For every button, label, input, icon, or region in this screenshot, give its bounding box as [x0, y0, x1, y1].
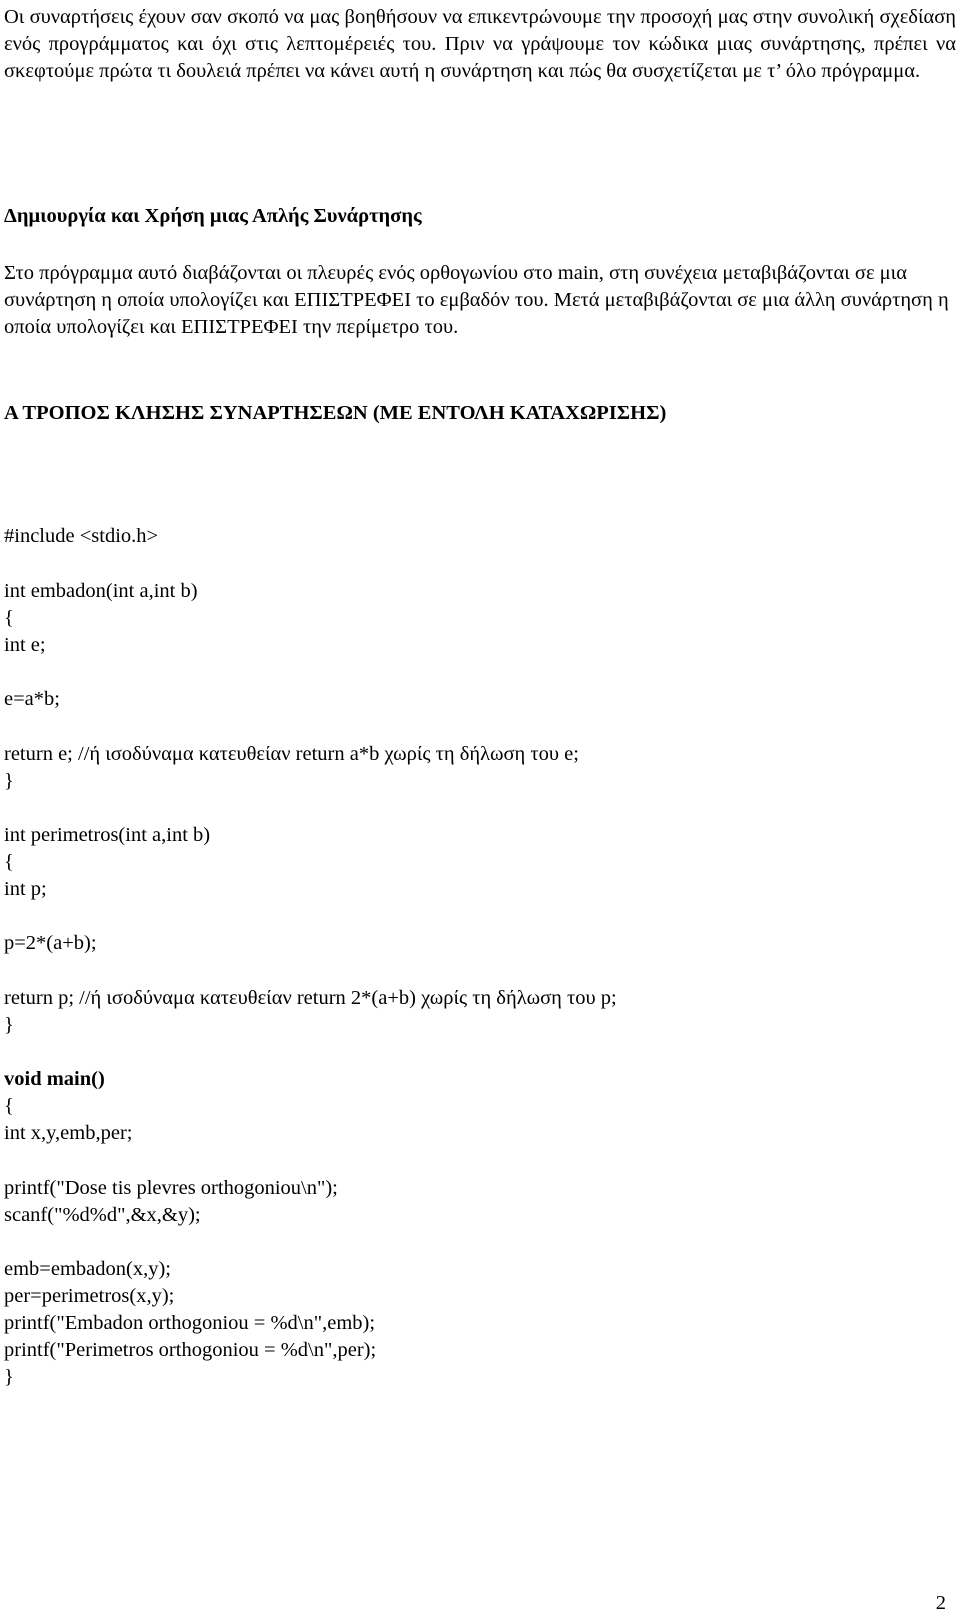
- code-line: e=a*b;: [4, 688, 60, 710]
- intro-paragraph: Οι συναρτήσεις έχουν σαν σκοπό να μας βοηθήσουν να επικεντρώνουμε την προσοχή μας στην συνολική σχεδίαση ενός προγράμματος και όχι στις λεπτομέρειές του. Πριν να γράψουμε τον κώδικα μιας συνάρτησης, πρέπει να σκεφτούμε πρώτα τι δουλειά πρέπει να κάνει αυτή η συνάρτηση και πώς θα συσχετίζεται με τ’ όλο πρόγραμμα.: [4, 6, 956, 82]
- code-line: }: [4, 770, 14, 792]
- code-line: }: [4, 1366, 14, 1388]
- code-line: int perimetros(int a,int b): [4, 824, 211, 846]
- code-line: int p;: [4, 878, 47, 900]
- code-line: emb=embadon(x,y);: [4, 1258, 171, 1280]
- code-line: return e; //ή ισοδύναμα κατευθείαν return a*b χωρίς τη δήλωση του e;: [4, 743, 579, 765]
- code-line: {: [4, 1095, 14, 1117]
- code-line: void main(): [4, 1068, 105, 1090]
- code-line: {: [4, 607, 14, 629]
- code-line: p=2*(a+b);: [4, 932, 97, 954]
- code-line: per=perimetros(x,y);: [4, 1285, 175, 1307]
- code-line: printf("Embadon orthogoniou = %d\n",emb);: [4, 1312, 376, 1334]
- description-paragraph: Στο πρόγραμμα αυτό διαβάζονται οι πλευρές ενός ορθογωνίου στο main, στη συνέχεια μεταβιβάζονται σε μια συνάρτηση η οποία υπολογίζει και ΕΠΙΣΤΡΕΦΕΙ το εμβαδόν του. Μετά μεταβιβάζονται σε μια άλλη συνάρτηση η οποία υπολογίζει και ΕΠΙΣΤΡΕΦΕΙ την περίμετρο του.: [4, 262, 949, 338]
- method-subheading: Α ΤΡΟΠΟΣ ΚΛΗΣΗΣ ΣΥΝΑΡΤΗΣΕΩΝ (ΜΕ ΕΝΤΟΛΗ ΚΑΤΑΧΩΡΙΣΗΣ): [4, 402, 667, 424]
- code-line: int x,y,emb,per;: [4, 1122, 133, 1144]
- code-line: {: [4, 851, 14, 873]
- code-line: return p; //ή ισοδύναμα κατευθείαν return 2*(a+b) χωρίς τη δήλωση του p;: [4, 987, 617, 1009]
- section-heading: Δημιουργία και Χρήση μιας Απλής Συνάρτησης: [4, 205, 422, 227]
- code-line: int embadon(int a,int b): [4, 580, 198, 602]
- page-number: 2: [935, 1592, 946, 1614]
- code-line: #include <stdio.h>: [4, 525, 159, 547]
- code-line: }: [4, 1014, 14, 1036]
- code-line: scanf("%d%d",&x,&y);: [4, 1204, 201, 1226]
- code-line: printf("Perimetros orthogoniou = %d\n",per);: [4, 1339, 377, 1361]
- code-line: int e;: [4, 634, 46, 656]
- code-line: printf("Dose tis plevres orthogoniou\n");: [4, 1177, 338, 1199]
